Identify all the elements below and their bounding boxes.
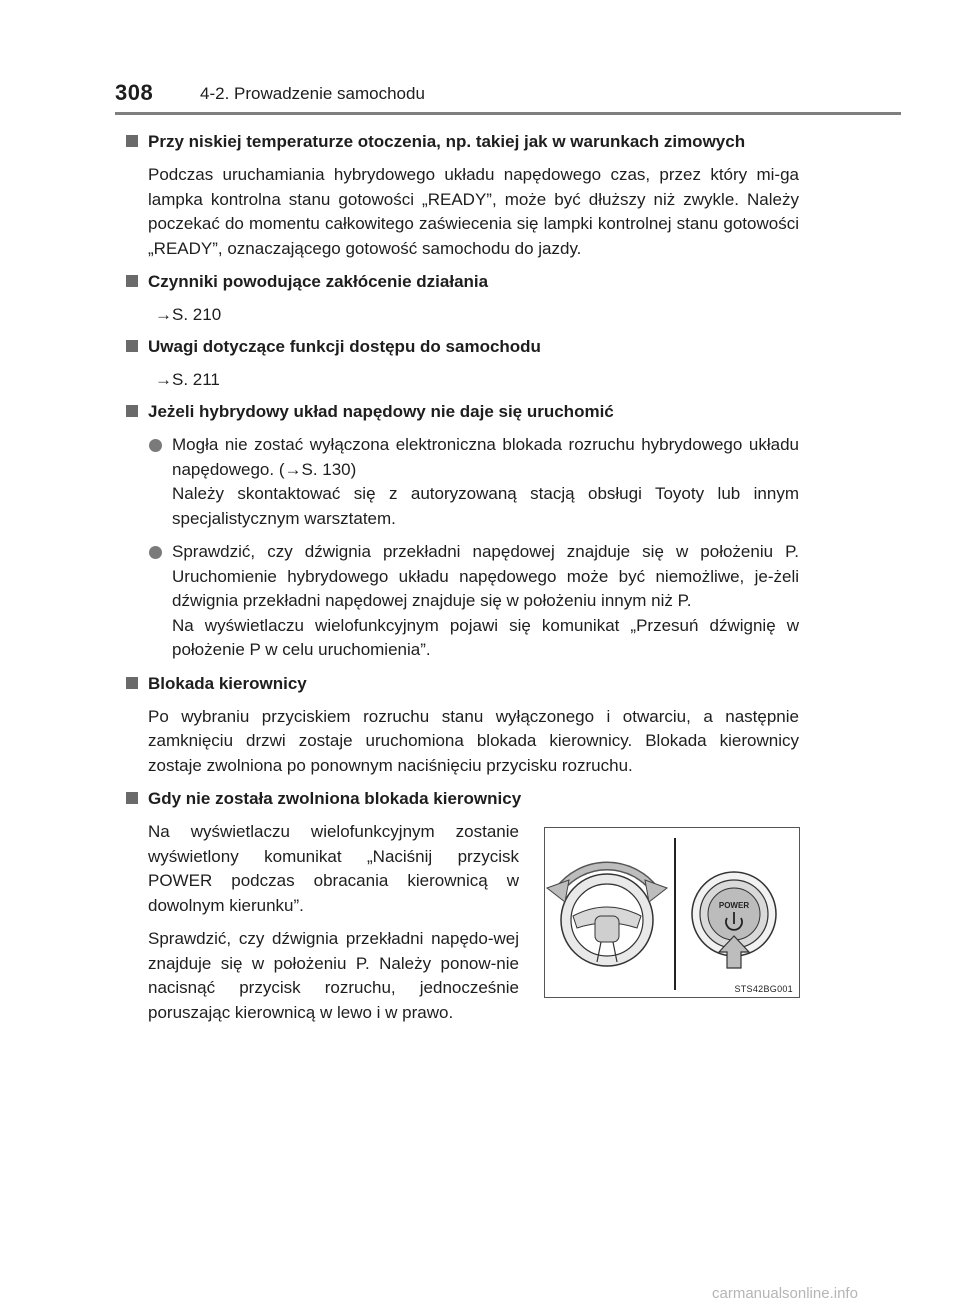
illustration-steering-power (544, 827, 800, 998)
page-header (115, 78, 901, 118)
page-reference: →S. 210 (155, 305, 222, 324)
square-bullet-icon (126, 340, 138, 352)
heading-interference: Czynniki powodujące zakłócenie działania (124, 270, 799, 294)
page-content (124, 130, 799, 1034)
square-bullet-icon (126, 677, 138, 689)
power-button-label: POWER (718, 901, 750, 910)
square-bullet-icon (126, 275, 138, 287)
square-bullet-icon (126, 405, 138, 417)
page-reference: →S. 211 (155, 370, 220, 389)
heading-hybrid-not-starting: Jeżeli hybrydowy układ napędowy nie daje się uruchomić (124, 400, 799, 424)
square-bullet-icon (126, 792, 138, 804)
watermark: carmanualsonline.info (712, 1285, 858, 1302)
heading-low-temperature: Przy niskiej temperaturze otoczenia, np. takiej jak w warunkach zimowych (124, 130, 799, 154)
round-bullet-icon (149, 439, 162, 452)
heading-lock-not-released: Gdy nie została zwolniona blokada kierownicy (124, 787, 799, 811)
paragraph-low-temperature: Podczas uruchamiania hybrydowego układu napędowego czas, przez który mi-ga lampka kontrolna stanu gotowości „READY”, może być dłuższy niż zwykle. Należy poczekać do momentu całkowitego zaświecenia się lampki kontrolnej stanu gotowości „READY”, oznaczającego gotowość samochodu do jazdy. (148, 165, 799, 258)
paragraph-retry: Sprawdzić, czy dźwignia przekładni napędo-wej znajduje się w położeniu P. Należy ponow-nie nacisnąć przycisk rozruchu, jednocześnie poruszając kierownicą w lewo i w prawo. (148, 929, 519, 1022)
steering-wheel-icon (561, 874, 653, 966)
figure-text (124, 820, 519, 1025)
square-bullet-icon (126, 135, 138, 147)
round-bullet-icon (149, 546, 162, 559)
page-number: 308 (115, 80, 154, 105)
figure-code: STS42BG001 (734, 984, 793, 994)
heading-access-function: Uwagi dotyczące funkcji dostępu do samochodu (124, 335, 799, 359)
paragraph-steering-lock: Po wybraniu przyciskiem rozruchu stanu wyłączonego i otwarciu, a następnie zamknięciu drzwi zostaje uruchomiona blokada kierownicy. Blokada kierownicy zostaje zwolniona po ponownym naciśnięciu przycisku rozruchu. (148, 706, 799, 775)
section-title: 4-2. Prowadzenie samochodu (200, 84, 425, 103)
bullet-shift-lever: Sprawdzić, czy dźwignia przekładni napędowej znajduje się w położeniu P. Uruchomienie hybrydowego układu napędowego może być niemożliwe, je-żeli dźwignia przekładni napędowej znajduje się w położeniu innym niż P. Na wyświetlaczu wielofunkcyjnym pojawi się komunikat „Przesuń dźwignię w położenie P w celu uruchomienia”. (124, 540, 799, 663)
bullet-immobilizer: Mogła nie zostać wyłączona elektroniczna blokada rozruchu hybrydowego układu napędowego. (→S. 130) Należy skontaktować się z autoryzowaną stacją obsługi Toyoty lub innym specjalistycznym warsztatem. (124, 433, 799, 531)
heading-steering-lock: Blokada kierownicy (124, 672, 799, 696)
figure-row (124, 820, 799, 1025)
paragraph-message: Na wyświetlaczu wielofunkcyjnym zostanie wyświetlony komunikat „Naciśnij przycisk POWER podczas obracania kierownicą w dowolnym kierunku”. (148, 822, 519, 915)
header-rule (115, 112, 901, 115)
